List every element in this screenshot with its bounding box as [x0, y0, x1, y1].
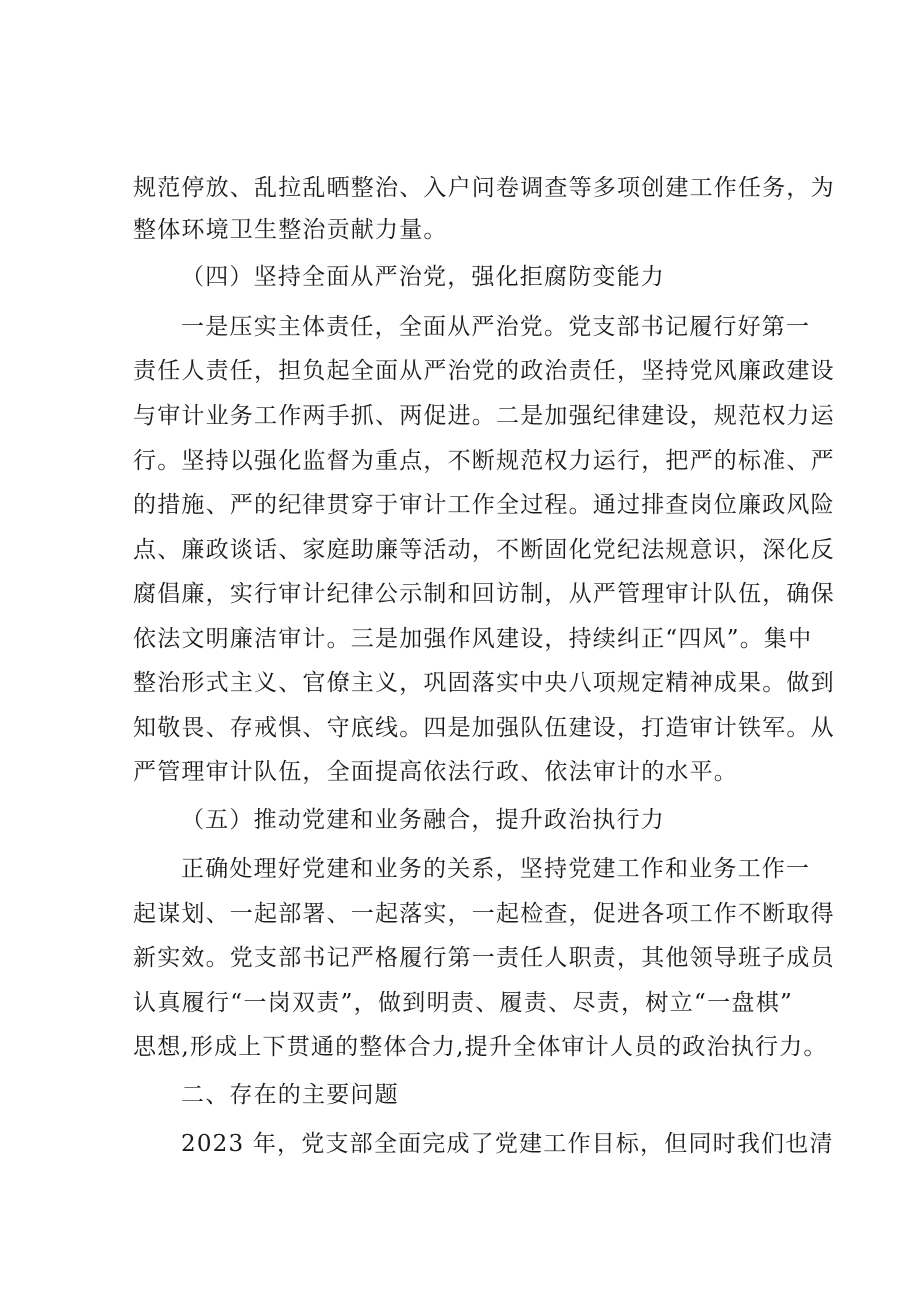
text-line-11: 依法文明廉洁审计。三是加强作风建设，持续纠正“四风”。集中 — [133, 626, 813, 652]
text-line-19: 认真履行“一岗双责”，做到明责、履责、尽责，树立“一盘棋” — [133, 990, 793, 1016]
text-line-5: 责任人责任，担负起全面从严治党的政治责任，坚持党风廉政建设 — [133, 358, 835, 384]
text-line-12: 整治形式主义、官僚主义，巩固落实中央八项规定精神成果。做到 — [133, 670, 835, 696]
section-heading-5: （五）推动党建和业务融合，提升政治执行力 — [181, 807, 665, 833]
text-line-14: 严管理审计队伍，全面提高依法行政、依法审计的水平。 — [133, 759, 738, 785]
text-line-18: 新实效。党支部书记严格履行第一责任人职责，其他领导班子成员 — [133, 945, 835, 971]
text-line-4: 一是压实主体责任，全面从严治党。党支部书记履行好第一 — [181, 314, 811, 340]
text-line-2: 整体环境卫生整治贡献力量。 — [133, 217, 448, 243]
text-line-9: 点、廉政谈话、家庭助廉等活动，不断固化党纪法规意识，深化反 — [133, 537, 835, 563]
section-heading-2: 二、存在的主要问题 — [181, 1082, 399, 1108]
text-line-10: 腐倡廉，实行审计纪律公示制和回访制，从严管理审计队伍，确保 — [133, 581, 835, 607]
text-line-20: 思想,形成上下贯通的整体合力,提升全体审计人员的政治执行力。 — [133, 1034, 828, 1060]
text-line-7: 行。坚持以强化监督为重点，不断规范权力运行，把严的标准、严 — [133, 448, 835, 474]
text-line-6: 与审计业务工作两手抓、两促进。二是加强纪律建设，规范权力运 — [133, 403, 835, 429]
text-line-17: 起谋划、一起部署、一起落实，一起检查，促进各项工作不断取得 — [133, 901, 835, 927]
text-line-16: 正确处理好党建和业务的关系，坚持党建工作和业务工作一 — [181, 856, 811, 882]
text-line-8: 的措施、严的纪律贯穿于审计工作全过程。通过排查岗位廉政风险 — [133, 492, 835, 518]
section-heading-4: （四）坚持全面从严治党，强化拒腐防变能力 — [181, 264, 665, 290]
text-line-13: 知敬畏、存戒惧、守底线。四是加强队伍建设，打造审计铁军。从 — [133, 715, 835, 741]
text-line-22: 2023 年，党支部全面完成了党建工作目标，但同时我们也清 — [181, 1131, 834, 1157]
text-line-1: 规范停放、乱拉乱晒整治、入户问卷调查等多项创建工作任务，为 — [133, 175, 835, 201]
